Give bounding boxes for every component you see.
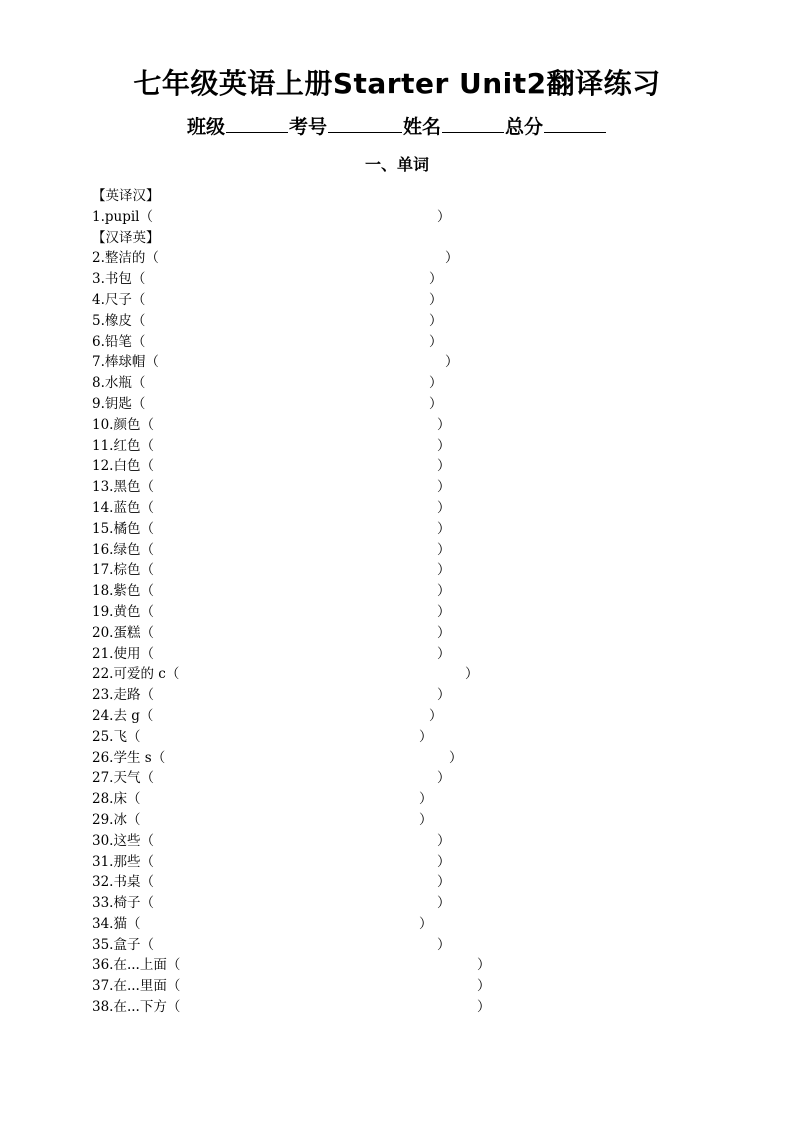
question-prompt: 8.水瓶（ bbox=[92, 375, 146, 392]
question-prompt: 4.尺子（ bbox=[92, 291, 146, 308]
answer-close-paren: ） bbox=[437, 416, 451, 433]
name-label: 姓名 bbox=[403, 116, 442, 138]
question-item bbox=[92, 997, 692, 1018]
question-item bbox=[92, 852, 692, 873]
question-item bbox=[92, 207, 692, 228]
page-title: 七年级英语上册Starter Unit2翻译练习 bbox=[133, 67, 661, 100]
question-item bbox=[92, 498, 692, 519]
group-header-label: 【英译汉】 bbox=[92, 188, 160, 204]
answer-close-paren: ） bbox=[437, 832, 451, 849]
question-item bbox=[92, 248, 692, 269]
question-prompt: 15.橘色（ bbox=[92, 520, 154, 537]
question-prompt: 29.冰（ bbox=[92, 811, 141, 828]
question-item bbox=[92, 477, 692, 498]
answer-close-paren: ） bbox=[437, 541, 451, 558]
question-prompt: 23.走路（ bbox=[92, 687, 154, 704]
answer-close-paren: ） bbox=[437, 437, 451, 454]
answer-close-paren: ） bbox=[437, 520, 451, 537]
answer-close-paren: ） bbox=[429, 707, 443, 724]
question-item bbox=[92, 436, 692, 457]
question-prompt: 12.白色（ bbox=[92, 458, 154, 475]
answer-close-paren: ） bbox=[419, 811, 433, 828]
question-prompt: 33.椅子（ bbox=[92, 895, 154, 912]
question-prompt: 25.飞（ bbox=[92, 728, 141, 745]
question-prompt: 14.蓝色（ bbox=[92, 499, 154, 516]
question-prompt: 16.绿色（ bbox=[92, 541, 154, 558]
answer-close-paren: ） bbox=[437, 624, 451, 641]
question-item bbox=[92, 872, 692, 893]
answer-close-paren: ） bbox=[429, 271, 443, 288]
question-prompt: 30.这些（ bbox=[92, 832, 154, 849]
answer-close-paren: ） bbox=[437, 603, 451, 620]
question-item bbox=[92, 727, 692, 748]
answer-close-paren: ） bbox=[429, 291, 443, 308]
answer-close-paren: ） bbox=[429, 312, 443, 329]
question-item bbox=[92, 623, 692, 644]
question-prompt: 5.橡皮（ bbox=[92, 312, 146, 329]
question-item bbox=[92, 519, 692, 540]
score-blank[interactable] bbox=[544, 114, 606, 133]
question-item bbox=[92, 332, 692, 353]
question-prompt: 11.红色（ bbox=[92, 437, 154, 454]
question-prompt: 24.去 g（ bbox=[92, 707, 154, 724]
question-item bbox=[92, 914, 692, 935]
answer-close-paren: ） bbox=[445, 250, 459, 267]
question-item bbox=[92, 976, 692, 997]
question-prompt: 36.在...上面（ bbox=[92, 957, 181, 974]
question-prompt: 19.黄色（ bbox=[92, 603, 154, 620]
question-prompt: 3.书包（ bbox=[92, 271, 146, 288]
question-item bbox=[92, 768, 692, 789]
answer-close-paren: ） bbox=[437, 936, 451, 953]
answer-close-paren: ） bbox=[429, 395, 443, 412]
question-prompt: 1.pupil（ bbox=[92, 208, 153, 225]
question-prompt: 20.蛋糕（ bbox=[92, 624, 154, 641]
answer-close-paren: ） bbox=[437, 853, 451, 870]
question-prompt: 31.那些（ bbox=[92, 853, 154, 870]
question-prompt: 27.天气（ bbox=[92, 770, 154, 787]
question-item bbox=[92, 685, 692, 706]
group-header bbox=[92, 186, 692, 207]
answer-close-paren: ） bbox=[437, 562, 451, 579]
question-item bbox=[92, 935, 692, 956]
question-item bbox=[92, 560, 692, 581]
class-blank[interactable] bbox=[226, 114, 288, 133]
student-info-line bbox=[0, 112, 794, 139]
answer-close-paren: ） bbox=[437, 874, 451, 891]
question-item bbox=[92, 269, 692, 290]
answer-close-paren: ） bbox=[465, 666, 479, 683]
question-item bbox=[92, 311, 692, 332]
question-prompt: 7.棒球帽（ bbox=[92, 354, 159, 371]
question-prompt: 2.整洁的（ bbox=[92, 250, 159, 267]
question-prompt: 28.床（ bbox=[92, 791, 141, 808]
question-prompt: 38.在...下方（ bbox=[92, 999, 181, 1016]
question-item bbox=[92, 415, 692, 436]
group-header bbox=[92, 228, 692, 249]
answer-close-paren: ） bbox=[437, 687, 451, 704]
answer-close-paren: ） bbox=[429, 333, 443, 350]
exam-no-label: 考号 bbox=[288, 116, 327, 138]
answer-close-paren: ） bbox=[477, 978, 491, 995]
question-prompt: 34.猫（ bbox=[92, 915, 141, 932]
group-header-label: 【汉译英】 bbox=[92, 229, 160, 246]
question-prompt: 9.钥匙（ bbox=[92, 395, 146, 412]
question-item bbox=[92, 290, 692, 311]
answer-close-paren: ） bbox=[429, 375, 443, 392]
question-prompt: 6.铅笔（ bbox=[92, 333, 146, 350]
question-item bbox=[92, 706, 692, 727]
answer-close-paren: ） bbox=[419, 915, 433, 932]
question-item bbox=[92, 602, 692, 623]
question-item bbox=[92, 456, 692, 477]
question-item bbox=[92, 831, 692, 852]
answer-close-paren: ） bbox=[437, 895, 451, 912]
name-blank[interactable] bbox=[442, 114, 504, 133]
answer-close-paren: ） bbox=[437, 770, 451, 787]
answer-close-paren: ） bbox=[445, 354, 459, 371]
section-title: 一、单词 bbox=[364, 155, 429, 174]
question-item bbox=[92, 352, 692, 373]
question-item bbox=[92, 748, 692, 769]
question-prompt: 26.学生 s（ bbox=[92, 749, 166, 766]
answer-close-paren: ） bbox=[419, 728, 433, 745]
answer-close-paren: ） bbox=[437, 583, 451, 600]
answer-close-paren: ） bbox=[437, 499, 451, 516]
question-prompt: 35.盒子（ bbox=[92, 936, 154, 953]
answer-close-paren: ） bbox=[449, 749, 463, 766]
answer-close-paren: ） bbox=[477, 957, 491, 974]
question-prompt: 17.棕色（ bbox=[92, 562, 154, 579]
question-item bbox=[92, 373, 692, 394]
answer-close-paren: ） bbox=[437, 645, 451, 662]
question-item bbox=[92, 955, 692, 976]
question-prompt: 18.紫色（ bbox=[92, 583, 154, 600]
question-item bbox=[92, 664, 692, 685]
question-prompt: 32.书桌（ bbox=[92, 874, 154, 891]
question-list bbox=[92, 186, 692, 1018]
question-item bbox=[92, 581, 692, 602]
answer-close-paren: ） bbox=[437, 479, 451, 496]
question-item bbox=[92, 810, 692, 831]
question-item bbox=[92, 644, 692, 665]
question-prompt: 37.在...里面（ bbox=[92, 978, 181, 995]
question-item bbox=[92, 893, 692, 914]
exam-no-blank[interactable] bbox=[328, 114, 402, 133]
question-prompt: 22.可爱的 c（ bbox=[92, 666, 180, 683]
score-label: 总分 bbox=[505, 116, 544, 138]
question-prompt: 13.黑色（ bbox=[92, 479, 154, 496]
question-prompt: 21.使用（ bbox=[92, 645, 154, 662]
answer-close-paren: ） bbox=[437, 458, 451, 475]
answer-close-paren: ） bbox=[437, 208, 451, 225]
question-item bbox=[92, 394, 692, 415]
question-item bbox=[92, 789, 692, 810]
answer-close-paren: ） bbox=[419, 791, 433, 808]
question-item bbox=[92, 540, 692, 561]
answer-close-paren: ） bbox=[477, 999, 491, 1016]
question-prompt: 10.颜色（ bbox=[92, 416, 154, 433]
class-label: 班级 bbox=[186, 116, 225, 138]
